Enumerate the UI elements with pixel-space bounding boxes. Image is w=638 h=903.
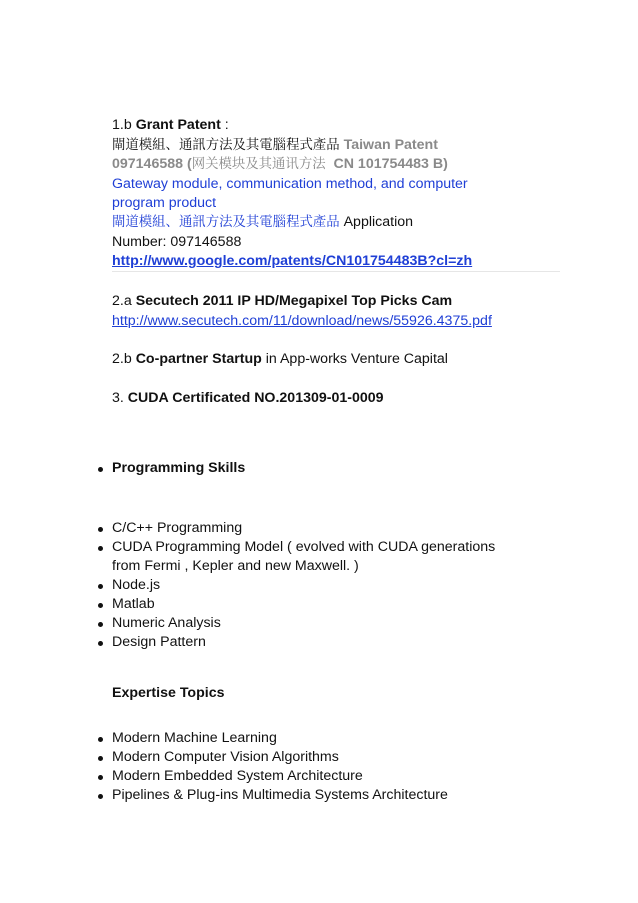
- patent-cn-open: (: [186, 156, 192, 172]
- patent-cn-line: [112, 155, 448, 174]
- skill-item: Numeric Analysis: [112, 615, 221, 631]
- patent-url-link[interactable]: http://www.google.com/patents/CN101754483B?cl=zh: [112, 253, 473, 269]
- award-number-label: 2.a: [112, 293, 132, 309]
- patent-en-title-line-2: program product: [112, 195, 217, 211]
- skill-item: Node.js: [112, 577, 161, 593]
- expertise-item: Pipelines & Plug-ins Multimedia Systems Architecture: [112, 787, 448, 803]
- startup-line: [112, 350, 448, 369]
- bullet-icon: [98, 546, 103, 551]
- patent-heading: Grant Patent: [135, 117, 221, 133]
- award-text: Secutech 2011 IP HD/Megapixel Top Picks Cam: [135, 293, 453, 309]
- startup-heading: Co-partner Startup: [135, 351, 262, 367]
- expertise-item: Modern Embedded System Architecture: [112, 768, 363, 784]
- award-line: [112, 292, 452, 311]
- patent-cn-number: CN 101754483 B): [333, 156, 448, 172]
- divider: [112, 271, 560, 272]
- patent-url-line: [112, 252, 472, 271]
- award-url-line: [112, 312, 492, 331]
- cuda-cert-text: CUDA Certificated NO.201309-01-0009: [127, 390, 384, 406]
- startup-text: in App-works Venture Capital: [265, 351, 448, 367]
- patent-application-line: [112, 213, 413, 232]
- expertise-heading: Expertise Topics: [112, 685, 225, 701]
- patent-number-label: 1.b: [112, 117, 132, 133]
- bullet-icon: [98, 641, 103, 646]
- bullet-icon: [98, 737, 103, 742]
- bullet-icon: [98, 756, 103, 761]
- patent-tw-number: 097146588: [112, 156, 184, 172]
- patent-tw-label: Taiwan Patent: [343, 137, 438, 153]
- patent-application-number: Number: 097146588: [112, 234, 242, 250]
- bullet-icon: [98, 467, 103, 472]
- bullet-icon: [98, 584, 103, 589]
- expertise-item: Modern Computer Vision Algorithms: [112, 749, 339, 765]
- bullet-icon: [98, 794, 103, 799]
- patent-heading-colon: :: [220, 117, 229, 133]
- skill-item: CUDA Programming Model ( evolved with CUDA generations: [112, 539, 496, 555]
- bullet-icon: [98, 622, 103, 627]
- patent-cn-title: 网关模块及其通讯方法: [191, 157, 326, 172]
- cuda-cert-line: [112, 389, 384, 408]
- skill-item: Matlab: [112, 596, 155, 612]
- award-url-link[interactable]: http://www.secutech.com/11/download/news/55926.4375.pdf: [112, 313, 492, 329]
- startup-number-label: 2.b: [112, 351, 132, 367]
- skill-item: C/C++ Programming: [112, 520, 243, 536]
- patent-heading-line: [112, 116, 229, 135]
- bullet-icon: [98, 603, 103, 608]
- cuda-cert-number-label: 3.: [112, 390, 124, 406]
- bullet-icon: [98, 527, 103, 532]
- patent-title-zh: 閘道模組、通訊方法及其電腦程式產品: [112, 138, 340, 153]
- patent-application-label: Application: [343, 214, 414, 230]
- skill-item-continuation: from Fermi , Kepler and new Maxwell. ): [112, 558, 359, 574]
- patent-tw-line: [112, 136, 438, 155]
- skills-heading: Programming Skills: [112, 460, 246, 476]
- expertise-item: Modern Machine Learning: [112, 730, 277, 746]
- patent-en-title-line-1: Gateway module, communication method, and computer: [112, 176, 468, 192]
- skill-item: Design Pattern: [112, 634, 206, 650]
- bullet-icon: [98, 775, 103, 780]
- patent-title-zh-2: 閘道模組、通訊方法及其電腦程式產品: [112, 215, 340, 230]
